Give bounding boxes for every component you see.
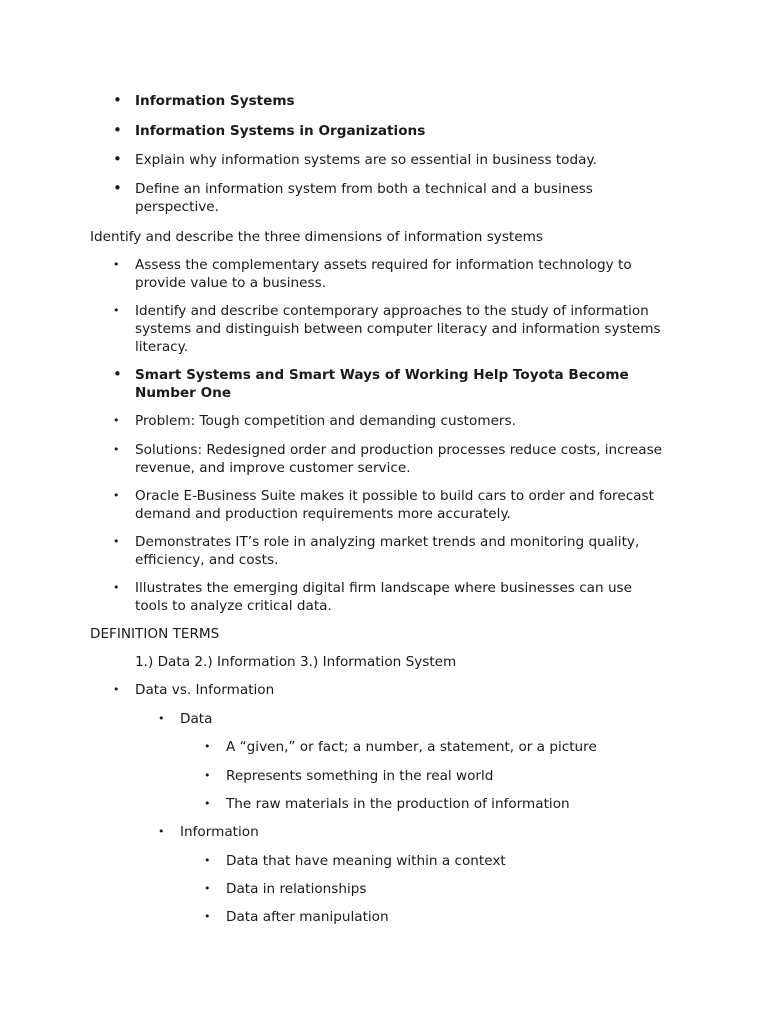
item-text-line: tools to analyze critical data. (135, 598, 332, 614)
item-text-line: Identify and describe the three dimensions of information systems (90, 229, 543, 245)
item-text-line: demand and production requirements more accurately. (135, 506, 511, 522)
item-text-line: Data in relationships (226, 881, 367, 897)
item-text-line: perspective. (135, 199, 219, 215)
bullet-icon: • (113, 304, 120, 317)
item-text-line: Smart Systems and Smart Ways of Working Help Toyota Become (135, 367, 629, 383)
item-text-line: Explain why information systems are so essential in business today. (135, 152, 597, 168)
bullet-icon: • (113, 258, 120, 271)
item-text-line: DEFINITION TERMS (90, 626, 220, 642)
item-text-line: Data after manipulation (226, 909, 389, 925)
item-text-line: Data vs. Information (135, 682, 275, 698)
item-text-line: Information Systems (135, 93, 295, 109)
bullet-icon: • (113, 91, 122, 109)
item-text-line: Number One (135, 385, 232, 401)
bullet-icon: • (204, 740, 211, 753)
item-text-line: Problem: Tough competition and demanding customers. (135, 413, 516, 429)
item-text-line: Data (180, 711, 213, 727)
bullet-icon: • (113, 489, 120, 502)
bullet-icon: • (113, 179, 122, 197)
item-text-line: A “given,” or fact; a number, a statement, or a picture (226, 739, 597, 755)
item-text-line: Assess the complementary assets required for information technology to (135, 257, 632, 273)
bullet-icon: • (113, 443, 120, 456)
item-text-line: The raw materials in the production of information (226, 796, 570, 812)
item-text-line: literacy. (135, 339, 189, 355)
bullet-icon: • (204, 797, 211, 810)
bullet-icon: • (113, 365, 122, 383)
bullet-icon: • (113, 581, 120, 594)
item-text-line: Illustrates the emerging digital firm landscape where businesses can use (135, 580, 633, 596)
bullet-icon: • (113, 535, 120, 548)
item-text-line: 1.) Data 2.) Information 3.) Information System (135, 654, 457, 670)
item-text-line: Oracle E-Business Suite makes it possible to build cars to order and forecast (135, 488, 654, 504)
item-text-line: revenue, and improve customer service. (135, 460, 411, 476)
bullet-icon: • (113, 414, 120, 427)
bullet-icon: • (158, 825, 165, 838)
item-text-line: efficiency, and costs. (135, 552, 279, 568)
item-text-line: Represents something in the real world (226, 768, 494, 784)
item-text-line: Solutions: Redesigned order and production processes reduce costs, increase (135, 442, 663, 458)
item-text-line: Data that have meaning within a context (226, 853, 506, 869)
item-text-line: Define an information system from both a technical and a business (135, 181, 593, 197)
bullet-icon: • (204, 910, 211, 923)
bullet-icon: • (113, 121, 122, 139)
bullet-icon: • (204, 854, 211, 867)
item-text-line: Identify and describe contemporary approaches to the study of information (135, 303, 649, 319)
bullet-icon: • (113, 683, 120, 696)
item-text-line: Demonstrates IT’s role in analyzing market trends and monitoring quality, (135, 534, 640, 550)
bullet-icon: • (158, 712, 165, 725)
item-text-line: systems and distinguish between computer literacy and information systems (135, 321, 661, 337)
item-text-line: Information (180, 824, 259, 840)
item-text-line: Information Systems in Organizations (135, 123, 426, 139)
bullet-icon: • (204, 882, 211, 895)
bullet-icon: • (113, 150, 122, 168)
item-text-line: provide value to a business. (135, 275, 327, 291)
bullet-icon: • (204, 769, 211, 782)
